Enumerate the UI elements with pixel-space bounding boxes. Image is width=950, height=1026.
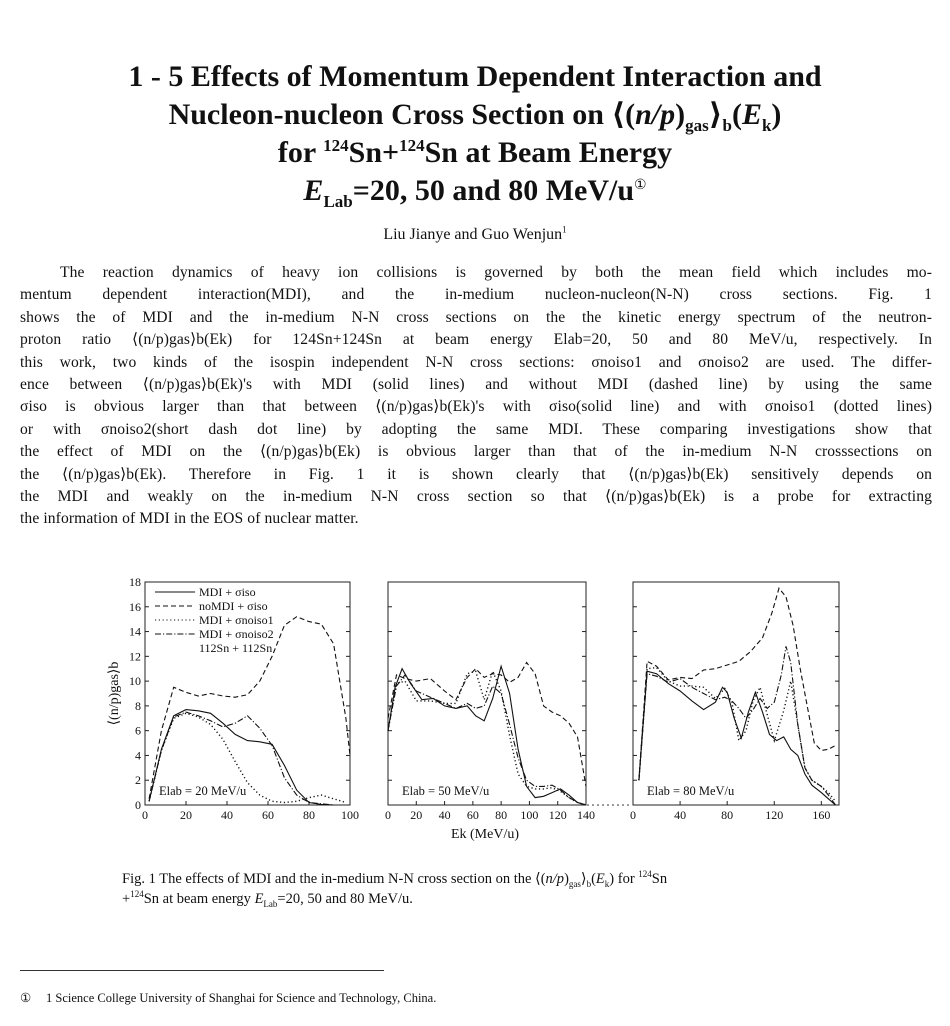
x-tick-label: 140 <box>577 808 595 822</box>
x-tick-label: 80 <box>721 808 734 822</box>
x-tick-label: 120 <box>765 808 784 822</box>
x-tick-label: 80 <box>303 808 315 822</box>
caption-line-2: +$^{124}$Sn at beam energy $E_{Lab}=20$, 50 and 80 MeV/u. <box>122 889 413 909</box>
panel-label: Elab = 20 MeV/u <box>159 784 247 798</box>
abstract-line: the effect of MDI on the ⟨(n/p)gas⟩b(Ek) is obvious larger than that of the in-medium N-N crosssections on <box>20 443 932 461</box>
baseline-dot <box>622 804 624 806</box>
x-tick-label: 60 <box>466 808 479 822</box>
footnote-divider <box>20 970 384 971</box>
footnote-mark: ① <box>634 178 647 193</box>
baseline-dot <box>602 804 604 806</box>
y-tick-label: 18 <box>129 575 141 589</box>
x-tick-label: 120 <box>548 808 567 822</box>
x-tick-label: 100 <box>341 808 359 822</box>
legend-label: MDI + σnoiso2 <box>199 627 274 641</box>
x-tick-label: 40 <box>674 808 687 822</box>
panel-frame <box>633 582 839 805</box>
abstract-line: or with σnoiso2(short dash dot line) by adopting the same MDI. These comparing investigations show that <box>20 420 932 438</box>
x-tick-label: 40 <box>438 808 451 822</box>
series-line-dashed <box>388 663 586 787</box>
abstract-line: shows the of MDI and the in-medium N-N cross sections on the the kinetic energy spectrum of the neutron- <box>20 308 932 326</box>
x-tick-label: 0 <box>630 808 636 822</box>
panel-label: Elab = 80 MeV/u <box>647 784 735 798</box>
title-line-4: $E_{Lab}=20$, 50 and 80 MeV/u① <box>303 174 647 211</box>
author-line: Liu Jianye and Guo Wenjun$^1$ <box>383 224 567 243</box>
paper-title <box>0 58 950 210</box>
x-tick-label: 20 <box>410 808 423 822</box>
y-tick-label: 0 <box>135 798 141 812</box>
y-tick-label: 10 <box>129 674 141 689</box>
panel-label: Elab = 50 MeV/u <box>402 784 490 798</box>
x-axis-label: Ek (MeV/u) <box>450 827 520 842</box>
abstract-line: this work, two kinds of the isospin independent N-N cross sections: σnoiso1 and σnoiso2 are used. The differ- <box>20 353 932 371</box>
abstract-line: σiso is obvious larger than that between ⟨(n/p)gas⟩b(Ek)'s with σiso(solid line) and with σnoiso1 (dotted lines) <box>20 398 932 416</box>
x-tick-label: 20 <box>180 808 192 822</box>
y-tick-label: 6 <box>135 723 141 738</box>
abstract-line: The reaction dynamics of heavy ion collisions is governed by both the mean field which includes mo- <box>60 264 932 281</box>
x-tick-label: 40 <box>221 808 233 822</box>
x-tick-label: 60 <box>262 808 274 822</box>
abstract-line: mentum dependent interaction(MDI), and the in-medium nucleon-nucleon(N-N) cross sections. Fig. 1 <box>20 286 932 304</box>
y-tick-label: 4 <box>135 748 141 763</box>
baseline-dot <box>607 804 609 806</box>
legend-label: MDI + σnoiso1 <box>199 613 274 627</box>
abstract-line: proton ratio ⟨(n/p)gas⟩b(Ek) for 124Sn+124Sn at beam energy Elab=20, 50 and 80 MeV/u, respectively. In <box>20 331 932 349</box>
abstract <box>20 262 932 531</box>
baseline-dot <box>617 804 619 806</box>
x-tick-label: 0 <box>142 808 148 822</box>
x-tick-label: 160 <box>812 808 831 822</box>
abstract-line: the ⟨(n/p)gas⟩b(Ek). Therefore in Fig. 1 it is shown clearly that ⟨(n/p)gas⟩b(Ek) sensitively depends on <box>20 465 932 483</box>
y-tick-label: 8 <box>135 698 141 713</box>
y-tick-label: 2 <box>135 773 141 788</box>
x-tick-label: 0 <box>385 808 391 822</box>
baseline-dot <box>597 804 599 806</box>
figure-caption <box>122 869 842 909</box>
baseline-dot <box>627 804 629 806</box>
abstract-line: the MDI and weakly on the in-medium N-N cross section so that ⟨(n/p)gas⟩b(Ek) is a probe for extracting <box>20 488 932 506</box>
x-tick-label: 80 <box>495 808 508 822</box>
baseline-dot <box>587 804 589 806</box>
y-tick-label: 16 <box>129 599 141 614</box>
abstract-line: ence between ⟨(n/p)gas⟩b(Ek)'s with MDI (solid lines) and without MDI (dashed line) by using the same <box>20 376 932 394</box>
baseline-dot <box>592 804 594 806</box>
footnote: ① 1 Science College University of Shanghai for Science and Technology, China. <box>20 991 437 1005</box>
legend-label: noMDI + σiso <box>199 599 268 613</box>
title-line-3: for $^{124}$Sn+$^{124}$Sn at Beam Energy <box>277 136 673 169</box>
y-tick-label: 12 <box>129 649 141 664</box>
legend-label: MDI + σiso <box>199 585 256 599</box>
y-axis-label: ⟨(n/p)gas⟩b <box>107 661 122 726</box>
legend-label: 112Sn + 112Sn <box>199 641 273 655</box>
baseline-dot <box>612 804 614 806</box>
figure-1-chart <box>100 570 860 850</box>
series-line-dotted <box>639 668 836 802</box>
title-line-1: 1 - 5 Effects of Momentum Dependent Interaction and <box>128 60 822 93</box>
x-tick-label: 100 <box>520 808 539 822</box>
abstract-line: the information of MDI in the EOS of nuclear matter. <box>20 510 359 528</box>
caption-line-1: Fig. 1 The effects of MDI and the in-medium N-N cross section on the $⟨(n/p)_{gas}⟩_b(E_k)$ for $^{124}$Sn <box>122 869 668 889</box>
y-tick-label: 14 <box>129 624 141 639</box>
title-line-2: Nucleon-nucleon Cross Section on $⟨(n/p)_{gas}⟩_b(E_k)$ <box>168 98 782 135</box>
